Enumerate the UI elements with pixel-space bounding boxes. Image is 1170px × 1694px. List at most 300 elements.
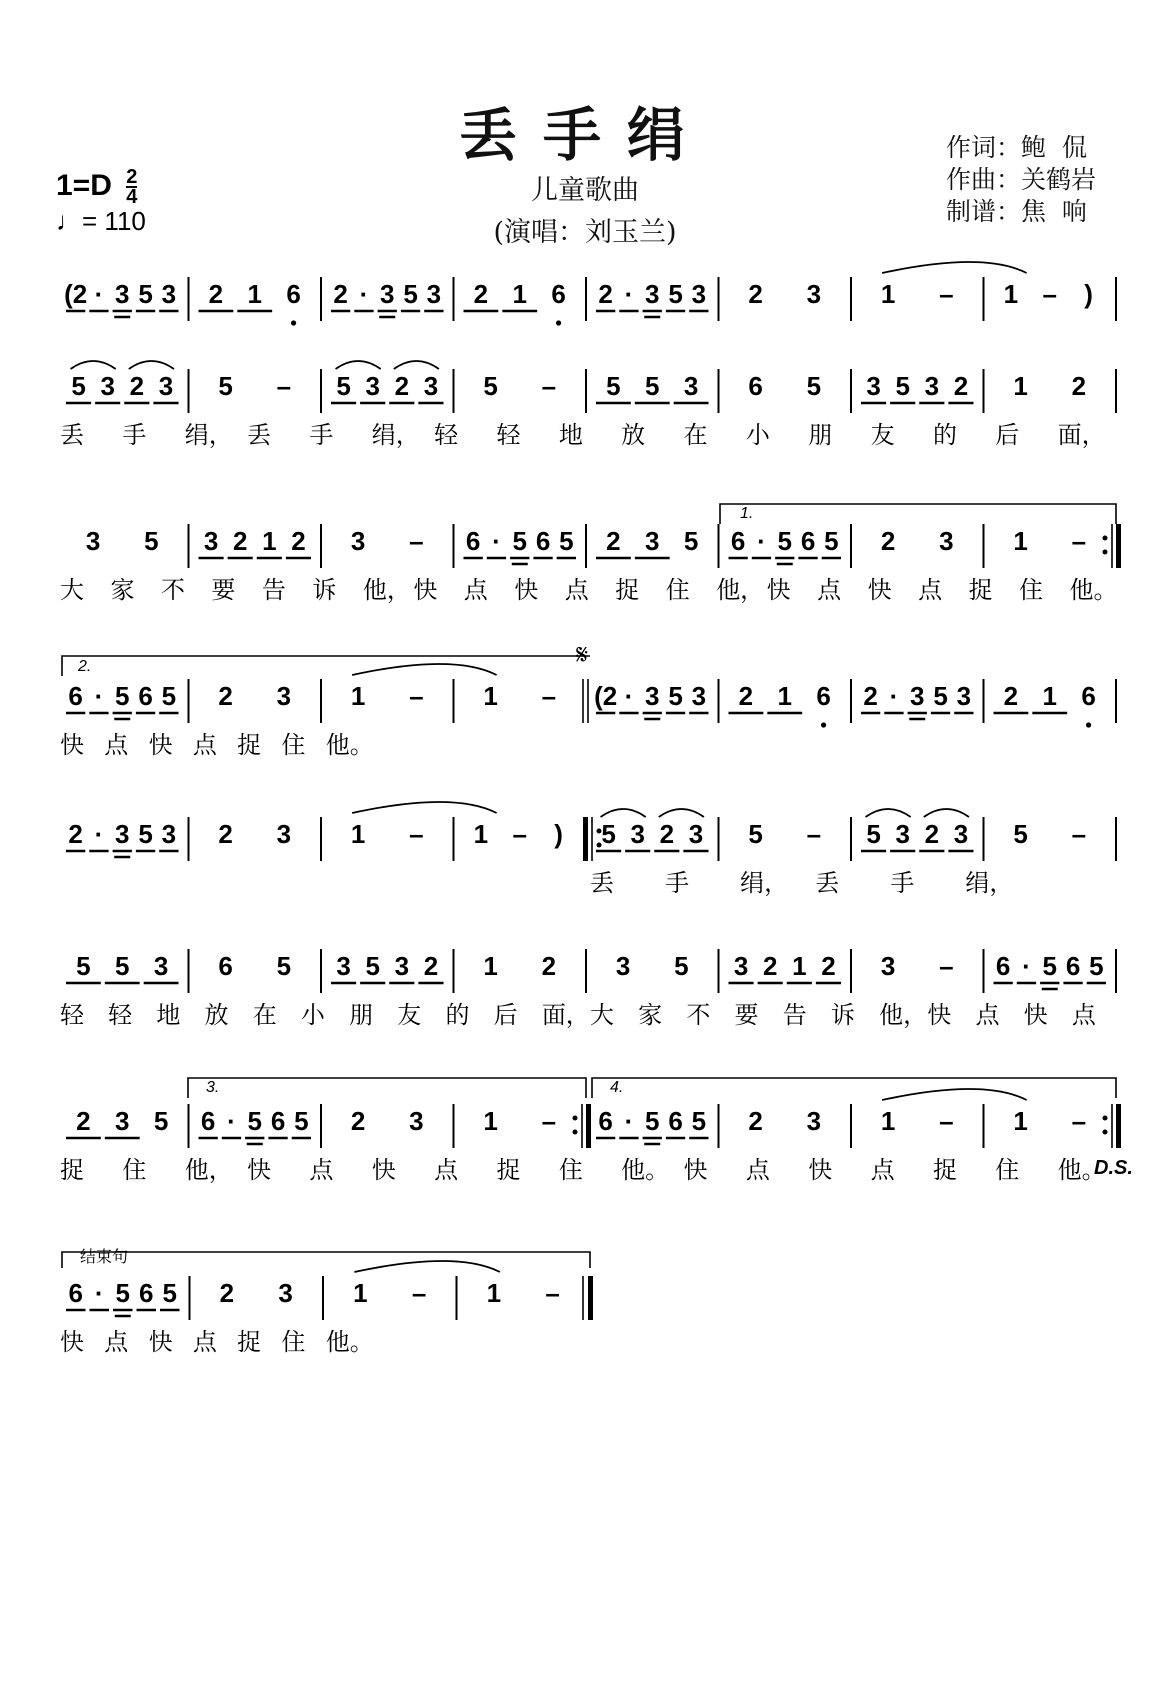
note: 5 — [645, 371, 660, 401]
note: 5 — [115, 681, 130, 711]
repeat-dot — [1103, 1116, 1108, 1121]
note: 2 — [953, 371, 969, 401]
lyric-syllable: 诉 — [312, 577, 337, 604]
note: 5 — [336, 371, 351, 401]
lyric-syllable: 放 — [204, 1002, 229, 1029]
note: ) — [1084, 279, 1093, 309]
note: 5 — [483, 371, 498, 401]
note: 6 — [286, 279, 301, 309]
augmentation-dot: · — [94, 1278, 104, 1308]
note: 2 — [291, 526, 306, 556]
lyric-syllable: 快 — [766, 577, 791, 604]
lyric-syllable: 点 — [309, 1157, 334, 1184]
augmentation-dot: · — [624, 279, 634, 309]
dash-note: – — [939, 951, 954, 981]
lyric-syllable: 他， — [716, 577, 765, 604]
repeat-dot — [1103, 1130, 1108, 1135]
dash-note: – — [409, 819, 424, 849]
note: (2 — [64, 279, 88, 309]
quarter-note-icon: ♩ — [56, 206, 82, 236]
note: 3 — [203, 526, 219, 556]
tie — [352, 664, 497, 675]
note: 5 — [691, 1106, 707, 1136]
note: 3 — [409, 1106, 424, 1136]
note: 3 — [645, 526, 660, 556]
note: 2 — [748, 1106, 763, 1136]
note: 1 — [483, 951, 498, 981]
lyric-syllable: 面， — [541, 1002, 590, 1029]
note: 3 — [85, 526, 101, 556]
lyric-syllable: 诉 — [830, 1002, 855, 1029]
lyric-syllable: 他， — [184, 1157, 233, 1184]
lyric-syllable: 要 — [211, 577, 236, 604]
lyric-syllable: 捉 — [60, 1157, 84, 1184]
singer-credit: (演唱：刘玉兰) — [493, 217, 677, 248]
note: 3 — [276, 819, 292, 849]
note: 2 — [1071, 371, 1087, 401]
augmentation-dot: · — [624, 681, 634, 711]
augmentation-dot: · — [94, 279, 104, 309]
lyric-syllable: 他。 — [1057, 1157, 1106, 1184]
lyrics-line-6 — [60, 1002, 1097, 1029]
note: 6 — [668, 1106, 683, 1136]
note: 5 — [668, 681, 683, 711]
note: 1 — [1042, 681, 1057, 711]
coda-bracket — [62, 1252, 590, 1268]
note: 3 — [630, 819, 645, 849]
note: 6 — [218, 951, 233, 981]
note: 3 — [866, 371, 881, 401]
note: 3 — [161, 279, 177, 309]
note: 3 — [691, 279, 707, 309]
lyric-syllable: 快 — [683, 1157, 708, 1184]
octave-dot — [556, 320, 561, 325]
volta-1-label: 1. — [740, 505, 754, 522]
lyric-syllable: 住 — [1019, 577, 1044, 604]
note: 3 — [683, 371, 699, 401]
lyric-syllable: 住 — [558, 1157, 583, 1184]
note: 5 — [674, 951, 689, 981]
augmentation-dot: · — [624, 1106, 634, 1136]
lyrics-line-8 — [60, 1329, 374, 1356]
note: 2 — [880, 526, 896, 556]
augmentation-dot: · — [359, 279, 369, 309]
lyric-syllable: 点 — [104, 732, 129, 759]
note: 6 — [139, 1278, 154, 1308]
note: 5 — [294, 1106, 309, 1136]
tie — [882, 262, 1027, 273]
note: 3 — [924, 371, 940, 401]
note: 3 — [394, 951, 410, 981]
note: 6 — [138, 681, 153, 711]
lyric-syllable: 捉 — [237, 1329, 262, 1356]
lyric-syllable: 告 — [782, 1002, 807, 1029]
lyric-syllable: 快 — [514, 577, 539, 604]
lyric-syllable: 点 — [870, 1157, 895, 1184]
note: 6 — [200, 1106, 216, 1136]
octave-dot — [1086, 722, 1091, 727]
dash-note: – — [1071, 819, 1087, 849]
slur — [924, 809, 969, 817]
note: 6 — [748, 371, 763, 401]
final-barline-thick — [588, 1276, 593, 1320]
volta-2-bracket — [62, 656, 590, 676]
note: 2 — [748, 279, 763, 309]
note: 1 — [262, 526, 277, 556]
lyric-syllable: 轻 — [496, 422, 521, 449]
note: 3 — [880, 951, 896, 981]
note: 3 — [115, 1106, 130, 1136]
note: 6 — [270, 1106, 286, 1136]
slur — [71, 361, 116, 369]
note: 5 — [683, 526, 699, 556]
coda-label: 结束句 — [80, 1249, 129, 1266]
lyric-syllable: 在 — [252, 1002, 277, 1029]
lyric-syllable: 不 — [686, 1002, 711, 1029]
lyric-syllable: 快 — [60, 1329, 84, 1356]
note: 6 — [598, 1106, 613, 1136]
note: 2 — [598, 279, 613, 309]
lyric-syllable: 住 — [995, 1157, 1020, 1184]
octave-dot — [821, 722, 826, 727]
lyric-syllable: 要 — [734, 1002, 759, 1029]
score-line-6 — [60, 949, 1116, 1029]
lyric-syllable: 快 — [927, 1002, 952, 1029]
dash-note: – — [409, 681, 424, 711]
note: 1 — [247, 279, 262, 309]
note: 1 — [483, 681, 498, 711]
lyric-syllable: 绢， — [371, 422, 420, 449]
lyric-syllable: 他， — [362, 577, 411, 604]
volta-2-label: 2. — [78, 658, 92, 675]
note: 3 — [153, 951, 169, 981]
note: ) — [554, 819, 563, 849]
lyrics-line-4 — [60, 732, 374, 759]
note: 5 — [115, 951, 130, 981]
note: 3 — [115, 279, 130, 309]
note: 2 — [218, 681, 233, 711]
note: 5 — [153, 1106, 169, 1136]
lyric-syllable: 快 — [413, 577, 438, 604]
lyric-syllable: 点 — [1071, 1002, 1096, 1029]
note: 3 — [336, 951, 351, 981]
lyric-syllable: 地 — [156, 1002, 181, 1029]
lyric-syllable: 捉 — [968, 577, 993, 604]
song-subtitle: 儿童歌曲 — [531, 175, 639, 206]
slur — [129, 361, 174, 369]
lyric-syllable: 轻 — [60, 1002, 84, 1029]
note: 3 — [895, 819, 910, 849]
lyric-syllable: 住 — [665, 577, 690, 604]
lyric-syllable: 点 — [463, 577, 488, 604]
note: 5 — [559, 526, 574, 556]
lyric-syllable: 点 — [192, 1329, 217, 1356]
note: 1 — [350, 681, 366, 711]
note: 6 — [1065, 951, 1081, 981]
lyricist-credit: 作词：鲍 侃 — [946, 133, 1087, 162]
dash-note: – — [806, 819, 822, 849]
dash-note: – — [541, 681, 557, 711]
lyric-syllable: 手 — [665, 870, 690, 897]
octave-dot — [291, 320, 296, 325]
volta-1-bracket — [720, 504, 1116, 524]
note: 2 — [350, 1106, 366, 1136]
note: 6 — [1081, 681, 1096, 711]
lyric-syllable: 后 — [493, 1002, 518, 1029]
score-line-1 — [64, 262, 1116, 326]
note: 1 — [353, 1278, 368, 1308]
lyric-syllable: 快 — [60, 732, 84, 759]
lyric-syllable: 快 — [148, 732, 173, 759]
note: 5 — [606, 371, 621, 401]
note: 1 — [1003, 279, 1019, 309]
repeat-dot — [1103, 536, 1108, 541]
dash-note: – — [512, 819, 527, 849]
tie — [882, 1089, 1027, 1100]
lyric-syllable: 住 — [281, 732, 306, 759]
volta-3-label: 3. — [206, 1079, 220, 1096]
lyric-syllable: 丢 — [247, 422, 272, 449]
lyric-syllable: 住 — [122, 1157, 147, 1184]
lyric-syllable: 点 — [192, 732, 217, 759]
note: 5 — [162, 1278, 177, 1308]
lyric-syllable: 捉 — [615, 577, 640, 604]
lyric-syllable: 他。 — [621, 1157, 670, 1184]
volta-4-bracket — [592, 1078, 1116, 1098]
song-title: 丢手绢 — [458, 101, 711, 169]
lyric-syllable: 点 — [564, 577, 589, 604]
repeat-end-thick — [586, 1104, 591, 1148]
lyric-syllable: 快 — [371, 1157, 396, 1184]
note: 3 — [645, 681, 660, 711]
note: 2 — [473, 279, 489, 309]
note: 3 — [939, 526, 954, 556]
note: 5 — [866, 819, 881, 849]
lyric-syllable: 他。 — [325, 732, 374, 759]
lyric-syllable: 大 — [60, 577, 84, 604]
lyric-syllable: 朋 — [808, 422, 833, 449]
note: 5 — [933, 681, 948, 711]
lyric-syllable: 轻 — [108, 1002, 133, 1029]
note: 2 — [924, 819, 940, 849]
repeat-dot — [1103, 550, 1108, 555]
note: 6 — [816, 681, 831, 711]
lyric-syllable: 快 — [1023, 1002, 1048, 1029]
note: 2 — [659, 819, 675, 849]
dash-note: – — [1071, 1106, 1087, 1136]
lyric-syllable: 快 — [247, 1157, 272, 1184]
note: 5 — [403, 279, 418, 309]
note: 6 — [730, 526, 746, 556]
repeat-end-thick — [1116, 1104, 1121, 1148]
tie — [352, 802, 497, 813]
note: 3 — [806, 279, 822, 309]
note: 3 — [615, 951, 631, 981]
lyric-syllable: 点 — [434, 1157, 459, 1184]
augmentation-dot: · — [227, 1106, 236, 1136]
note: 6 — [465, 526, 481, 556]
dash-note: – — [411, 1278, 427, 1308]
note: 5 — [601, 819, 616, 849]
note: 5 — [138, 279, 153, 309]
lyric-syllable: 点 — [975, 1002, 1000, 1029]
score-line-7 — [60, 1089, 1121, 1184]
lyric-syllable: 家 — [110, 577, 135, 604]
augmentation-dot: · — [492, 526, 501, 556]
note: 6 — [800, 526, 816, 556]
lyric-syllable: 手 — [309, 422, 334, 449]
lyric-syllable: 点 — [918, 577, 943, 604]
note: 6 — [551, 279, 566, 309]
note: 5 — [365, 951, 380, 981]
note: 5 — [645, 1106, 660, 1136]
note: 6 — [535, 526, 551, 556]
note: 3 — [423, 371, 439, 401]
lyric-syllable: 在 — [683, 422, 708, 449]
note: 2 — [232, 526, 248, 556]
lyric-syllable: 大 — [590, 1002, 614, 1029]
note: 1 — [350, 819, 366, 849]
lyric-syllable: 放 — [621, 422, 646, 449]
note: 3 — [380, 279, 395, 309]
note: 5 — [144, 526, 159, 556]
note: 2 — [76, 1106, 91, 1136]
note: 1 — [486, 1278, 502, 1308]
note: 2 — [863, 681, 878, 711]
note: 3 — [276, 681, 292, 711]
dash-note: – — [1042, 279, 1057, 309]
note: 1 — [1013, 371, 1028, 401]
lyric-syllable: 丢 — [815, 870, 840, 897]
note: 3 — [100, 371, 115, 401]
dash-note: – — [545, 1278, 560, 1308]
note: 2 — [606, 526, 621, 556]
lyric-syllable: 地 — [558, 422, 583, 449]
augmentation-dot: · — [94, 681, 104, 711]
slur — [336, 361, 381, 369]
lyrics-line-3 — [60, 577, 1118, 604]
time-numerator: 2 — [126, 166, 138, 188]
note: 5 — [276, 951, 292, 981]
note: 5 — [1013, 819, 1028, 849]
lyric-syllable: 快 — [808, 1157, 833, 1184]
lyric-syllable: 的 — [445, 1002, 470, 1029]
lyric-syllable: 绢， — [184, 422, 233, 449]
tempo-value: = 110 — [82, 206, 146, 236]
note: 2 — [541, 951, 557, 981]
ds-label: D.S. — [1094, 1157, 1133, 1179]
note: 5 — [668, 279, 683, 309]
dash-note: – — [939, 1106, 954, 1136]
note: 1 — [1013, 526, 1028, 556]
note: 1 — [880, 279, 896, 309]
lyric-syllable: 手 — [890, 870, 915, 897]
note: 5 — [161, 681, 177, 711]
augmentation-dot: · — [889, 681, 899, 711]
note: 5 — [748, 819, 763, 849]
dash-note: – — [541, 371, 557, 401]
lyric-syllable: 他， — [879, 1002, 928, 1029]
lyric-syllable: 绢， — [965, 870, 1014, 897]
note: 2 — [394, 371, 410, 401]
note: 2 — [129, 371, 145, 401]
dash-note: – — [939, 279, 954, 309]
repeat-dot — [573, 1116, 578, 1121]
tie — [354, 1261, 500, 1272]
note: 3 — [158, 371, 174, 401]
note: 3 — [910, 681, 925, 711]
note: 5 — [512, 526, 527, 556]
note: 2 — [762, 951, 778, 981]
note: 3 — [365, 371, 380, 401]
note: 3 — [161, 819, 177, 849]
note: 1 — [1013, 1106, 1028, 1136]
note: 5 — [824, 526, 839, 556]
note: 2 — [219, 1278, 235, 1308]
note: 3 — [691, 681, 707, 711]
score-line-4 — [60, 664, 1116, 759]
note: 2 — [1003, 681, 1019, 711]
lyric-syllable: 的 — [932, 422, 957, 449]
lyric-syllable: 轻 — [434, 422, 459, 449]
note: 6 — [68, 681, 83, 711]
score-line-8 — [60, 1261, 593, 1356]
note: 3 — [733, 951, 749, 981]
note: 5 — [218, 371, 233, 401]
note: 6 — [995, 951, 1011, 981]
note: 2 — [208, 279, 224, 309]
note: 5 — [806, 371, 822, 401]
dash-note: – — [1071, 526, 1087, 556]
lyric-syllable: 住 — [281, 1329, 306, 1356]
lyric-syllable: 告 — [261, 577, 286, 604]
note: 3 — [806, 1106, 822, 1136]
note: 5 — [895, 371, 910, 401]
note: 3 — [956, 681, 972, 711]
lyric-syllable: 捉 — [496, 1157, 521, 1184]
lyrics-line-2 — [60, 422, 1106, 449]
lyric-syllable: 丢 — [60, 422, 84, 449]
note: 3 — [688, 819, 704, 849]
dash-note: – — [276, 371, 292, 401]
note: 2 — [68, 819, 83, 849]
note: 6 — [68, 1278, 83, 1308]
augmentation-dot: · — [1022, 951, 1031, 981]
lyric-syllable: 家 — [638, 1002, 663, 1029]
slur — [394, 361, 439, 369]
note: 3 — [953, 819, 969, 849]
lyric-syllable: 友 — [870, 422, 895, 449]
note: 5 — [138, 819, 153, 849]
note: 2 — [821, 951, 836, 981]
lyric-syllable: 捉 — [237, 732, 262, 759]
lyric-syllable: 面， — [1057, 422, 1106, 449]
lyric-syllable: 快 — [867, 577, 892, 604]
note: 2 — [333, 279, 348, 309]
note: 1 — [792, 951, 807, 981]
note: 1 — [473, 819, 489, 849]
lyric-syllable: 小 — [745, 422, 770, 449]
note: 2 — [218, 819, 233, 849]
note: 5 — [1089, 951, 1104, 981]
augmentation-dot: · — [757, 526, 766, 556]
note: 3 — [645, 279, 660, 309]
note: 1 — [777, 681, 792, 711]
lyric-syllable: 朋 — [349, 1002, 374, 1029]
lyric-syllable: 快 — [148, 1329, 173, 1356]
score-line-2 — [60, 361, 1116, 449]
lyric-syllable: 绢， — [740, 870, 789, 897]
